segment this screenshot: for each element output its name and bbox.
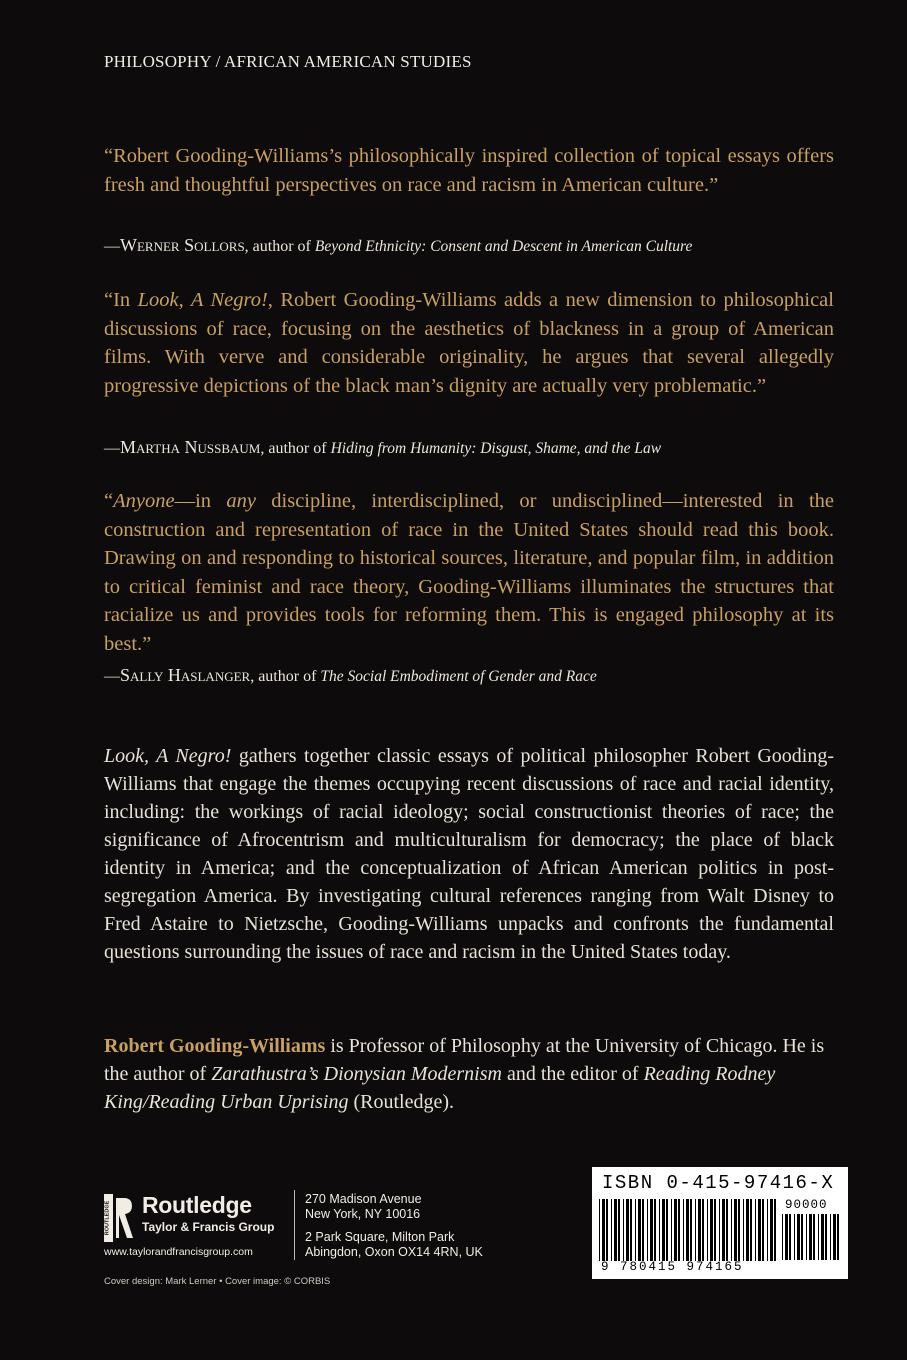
blurb-attribution: —Sally Haslanger, author of The Social Embodiment of Gender and Race xyxy=(104,665,597,685)
book-description: Look, A Negro! gathers together classic essays of political philosopher Robert Gooding-Williams that engage the themes occupying recent discussions of race and racial identity, including: the workings of racial ideology; social constructionist theories of race; the significance of Afrocentrism and multiculturalism for democracy; the place of black identity in America; and the conceptualization of African American politics in post-segregation America. By investigating cultural references ranging from Walt Disney to Fred Astaire to Nietzsche, Gooding-Williams unpacks and confronts the fundamental questions surrounding the issues of race and racism in the United States today. xyxy=(104,745,834,963)
blurb-attribution: —Martha Nussbaum, author of Hiding from Humanity: Disgust, Shame, and the Law xyxy=(104,437,662,457)
blurb-quote: “Anyone—in any discipline, interdisciplined, or undisciplined—interested in the construction and representation of race in the United States should read this book. Drawing on and responding to historical sources, literature, and popular film, in addition to critical feminist and race theory, Gooding-Williams illuminates the structures that racialize us and provides tools for reforming them. This is engaged philosophy at its best.” xyxy=(104,490,834,655)
blurb-quote: “In Look, A Negro!, Robert Gooding-Williams adds a new dimension to philosophical discussions of race, focusing on the aesthetics of blackness in a group of American films. With verve and considerable originality, he argues that several allegedly progressive depictions of the black man’s dignity are actually very problematic.” xyxy=(104,289,834,397)
blurb-attribution: —Werner Sollors, author of Beyond Ethnicity: Consent and Descent in American Culture xyxy=(104,235,693,255)
blurb-book-title: Hiding from Humanity: Disgust, Shame, and the Law xyxy=(330,440,662,457)
blurb-author: Werner Sollors xyxy=(120,235,245,255)
publisher-group: Taylor & Francis Group xyxy=(142,1220,275,1234)
category-label: PHILOSOPHY / AFRICAN AMERICAN STUDIES xyxy=(104,52,472,71)
blurb-quote: “Robert Gooding-Williams’s philosophically inspired collection of topical essays offers fresh and thoughtful perspectives on race and racism in American culture.” xyxy=(104,145,834,196)
barcode-bars-icon xyxy=(599,1199,779,1261)
divider xyxy=(294,1190,295,1260)
publisher-addresses: 270 Madison Avenue New York, NY 10016 2 Park Square, Milton Park Abingdon, Oxon OX14 4RN, UK xyxy=(305,1192,483,1259)
book-title: Look, A Negro! xyxy=(104,745,232,767)
blurb-author: Martha Nussbaum xyxy=(120,437,261,457)
publisher-url: www.taylorandfrancisgroup.com xyxy=(104,1246,253,1258)
logo-side-text: ROUTLEDGE xyxy=(104,1200,111,1236)
blurb-book-title: The Social Embodiment of Gender and Race xyxy=(320,668,597,685)
ean-number: 9 780415 974165 xyxy=(601,1260,744,1274)
publisher-name: Routledge xyxy=(142,1192,252,1218)
isbn-number: ISBN 0-415-97416-X xyxy=(602,1172,835,1194)
price-code: 90000 xyxy=(785,1198,828,1212)
blurb-book-title: Beyond Ethnicity: Consent and Descent in American Culture xyxy=(314,238,693,255)
publisher-block xyxy=(104,1192,294,1258)
routledge-logo-icon xyxy=(104,1194,134,1242)
author-name: Robert Gooding-Williams xyxy=(104,1035,326,1057)
price-barcode-bars-icon xyxy=(782,1214,840,1260)
blurb-author: Sally Haslanger xyxy=(120,665,251,685)
cover-credits: Cover design: Mark Lerner • Cover image: © CORBIS xyxy=(104,1276,331,1287)
author-bio: Robert Gooding-Williams is Professor of Philosophy at the University of Chicago. He is the author of Zarathustra’s Dionysian Modernism and the editor of Reading Rodney King/Reading Urban Uprising (Routledge). xyxy=(104,1035,825,1113)
isbn-barcode xyxy=(592,1167,848,1279)
